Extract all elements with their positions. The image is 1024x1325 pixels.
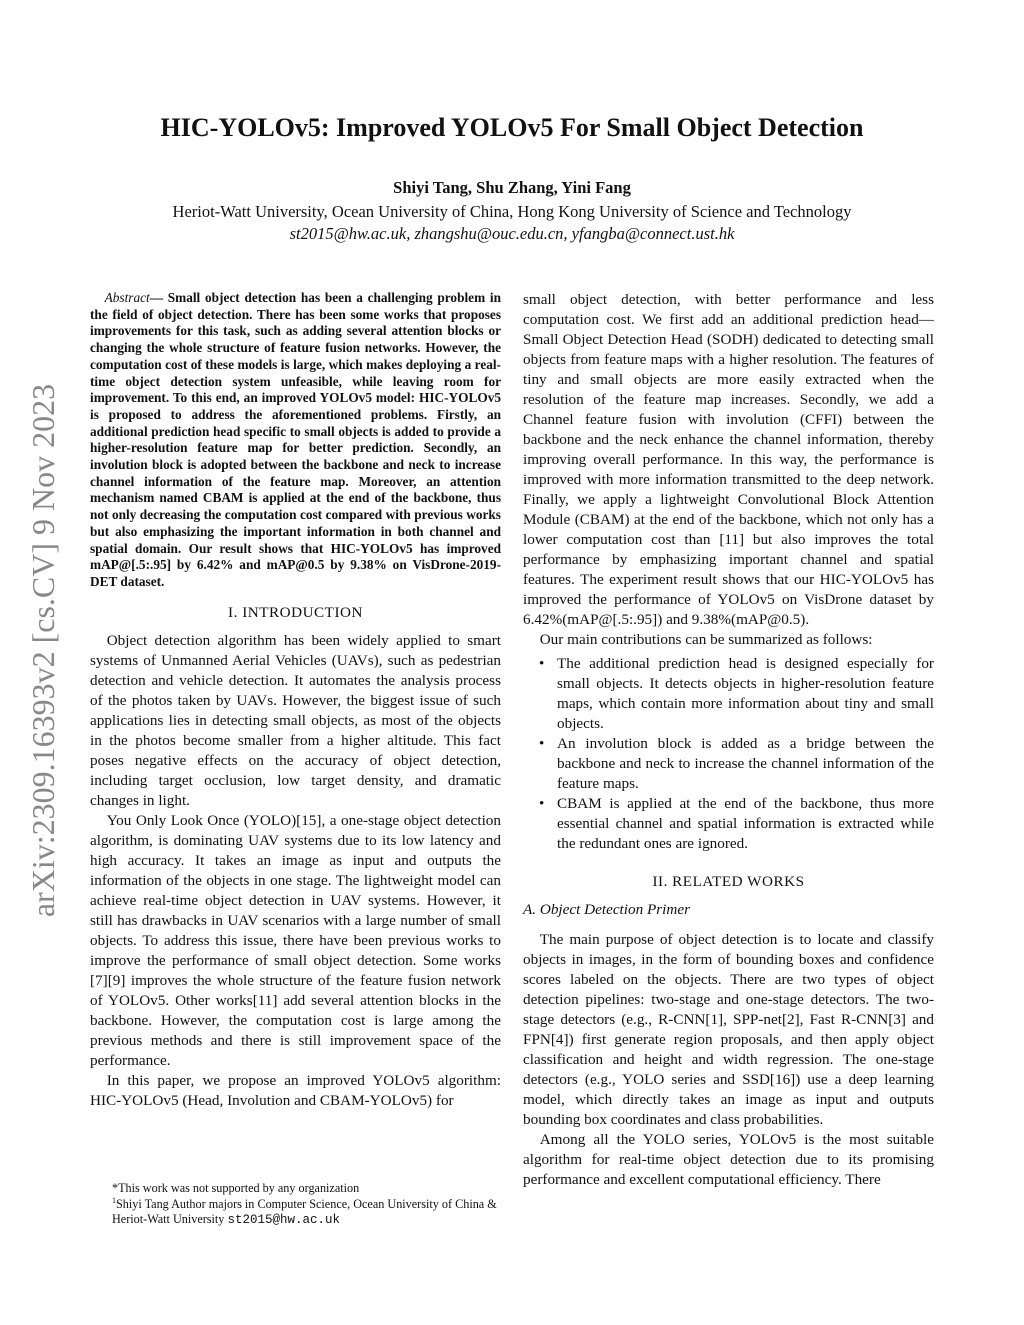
intro-paragraph: Object detection algorithm has been widely applied to smart systems of Unmanned Aerial Vehicles (UAVs), such as pedestrian detection and vehicle detection. It automates the analysis process of the photos taken by UAVs. However, the biggest issue of such applications lies in detecting small objects, as most of the objects in the photos become smaller from a higher altitude. This fact poses negative effects on the accuracy of object detection, including target occlusion, low target density, and dramatic changes in light. bbox=[90, 631, 501, 809]
intro-paragraph-continued: small object detection, with better performance and less computation cost. We first add an additional prediction head—Small Object Detection Head (SODH) dedicated to detecting small objects from feature maps with a higher resolution. The features of tiny and small objects are more easily extracted when the resolution of the feature map increases. Secondly, we add a Channel feature fusion with involution (CFFI) between the backbone and the neck enhance the channel information, thereby improving overall performance. In this way, the performance is improved with more information transmitted to the deep network. Finally, we apply a lightweight Convolutional Block Attention Module (CBAM) at the end of the backbone, which not only has a lower computation cost than [11] but also improves the total performance by emphasizing important channel and spatial features. The experiment result shows that our HIC-YOLOv5 has improved the performance of YOLOv5 on VisDrone dataset by 6.42%(mAP@[.5:.95]) and 9.38%(mAP@0.5). bbox=[523, 291, 934, 628]
footnote-author bbox=[90, 1197, 501, 1229]
section-heading-introduction: I. INTRODUCTION bbox=[228, 603, 363, 621]
arxiv-identifier-text: arXiv:2309.16393v2 [cs.CV] 9 Nov 2023 bbox=[25, 383, 62, 917]
bullet-icon: • bbox=[539, 735, 545, 752]
footnotes bbox=[90, 1181, 501, 1229]
list-item bbox=[523, 654, 934, 734]
contributions-list bbox=[523, 654, 934, 854]
arxiv-identifier bbox=[22, 350, 66, 950]
contribution-text: An involution block is added as a bridge between the backbone and neck to increase the channel information of the feature maps. bbox=[557, 735, 934, 792]
footnote-author-text: Shiyi Tang Author majors in Computer Science, Ocean University of China & Heriot-Watt University bbox=[112, 1196, 497, 1226]
email-line: st2015@hw.ac.uk, zhangshu@ouc.edu.cn, yfangba@connect.ust.hk bbox=[289, 224, 735, 243]
contribution-text: The additional prediction head is designed especially for small objects. It detects objects in higher-resolution feature maps, which contain more information about tiny and small objects. bbox=[557, 655, 934, 732]
contribution-text: CBAM is applied at the end of the backbone, thus more essential channel and spatial information is extracted while the redundant ones are ignored. bbox=[557, 795, 934, 852]
abstract bbox=[90, 290, 501, 591]
list-item bbox=[523, 734, 934, 794]
affiliation-line: Heriot-Watt University, Ocean University of China, Hong Kong University of Science and Technology bbox=[172, 202, 852, 221]
abstract-label: Abstract bbox=[104, 290, 150, 305]
footnote-mark: 1 bbox=[112, 1195, 116, 1205]
intro-paragraph: You Only Look Once (YOLO)[15], a one-stage object detection algorithm, is dominating UAV systems due to its low latency and high accuracy. It takes an image as input and outputs the information of the objects in one stage. The lightweight model can achieve real-time object detection in UAV systems. However, it still has drawbacks in UAV scenarios with a large number of small objects. To address this issue, there have been previous works to improve the performance of small object detection. Some works [7][9] improves the whole structure of the feature fusion network of YOLOv5. Other works[11] add several attention blocks in the backbone. However, the computation cost is large among the previous methods and there is still improvement space of the performance. bbox=[90, 811, 501, 1069]
list-item bbox=[523, 794, 934, 854]
contributions-intro: Our main contributions can be summarized as follows: bbox=[539, 631, 873, 648]
bullet-icon: • bbox=[539, 795, 545, 812]
footnote-email: st2015@hw.ac.uk bbox=[227, 1213, 340, 1227]
author-list: Shiyi Tang, Shu Zhang, Yini Fang bbox=[393, 178, 631, 197]
intro-paragraph: In this paper, we propose an improved YOLOv5 algorithm: HIC-YOLOv5 (Head, Involution and CBAM-YOLOv5) for bbox=[90, 1071, 501, 1109]
bullet-icon: • bbox=[539, 655, 545, 672]
footnote-funding: *This work was not supported by any organization bbox=[112, 1181, 360, 1195]
section-heading-related-works: II. RELATED WORKS bbox=[652, 873, 805, 890]
related-paragraph: The main purpose of object detection is to locate and classify objects in images, in the form of bounding boxes and confidence scores labeled on the objects. There are two types of object detection pipelines: two-stage and one-stage detectors. The two-stage detectors (e.g., R-CNN[1], SPP-net[2], Fast R-CNN[3] and FPN[4]) first generate region proposals, and then apply object classification and height and width regression. The one-stage detectors (e.g., YOLO series and SSD[16]) use a deep learning model, which directly takes an image as input and outputs bounding box coordinates and class probabilities. bbox=[523, 931, 934, 1128]
subsection-heading: A. Object Detection Primer bbox=[523, 901, 691, 918]
abstract-text: — Small object detection has been a challenging problem in the field of object detection. There has been some works that proposes improvements for this task, such as adding several attention blocks or changing the whole structure of feature fusion networks. However, the computation cost of these models is large, which makes deploying a real-time object detection system unfeasible, while leaving room for improvement. To this end, an improved YOLOv5 model: HIC-YOLOv5 is proposed to address the aforementioned problems. Firstly, an additional prediction head specific to small objects is added to provide a higher-resolution feature map for better prediction. Secondly, an involution block is adopted between the backbone and neck to increase channel information of the feature map. Moreover, an attention mechanism named CBAM is applied at the end of the backbone, thus not only decreasing the computation cost compared with previous works but also emphasizing the important information in both channel and spatial domain. Our result shows that HIC-YOLOv5 has improved mAP@[.5:.95] by 6.42% and mAP@0.5 by 9.38% on VisDrone-2019-DET dataset. bbox=[90, 290, 501, 589]
title-block bbox=[0, 113, 1024, 243]
paper-title: HIC-YOLOv5: Improved YOLOv5 For Small Object Detection bbox=[160, 113, 864, 142]
related-paragraph: Among all the YOLO series, YOLOv5 is the most suitable algorithm for real-time object detection due to its promising performance and excellent computational efficiency. There bbox=[523, 1131, 934, 1188]
right-column bbox=[523, 290, 934, 1190]
left-column bbox=[90, 290, 501, 1111]
